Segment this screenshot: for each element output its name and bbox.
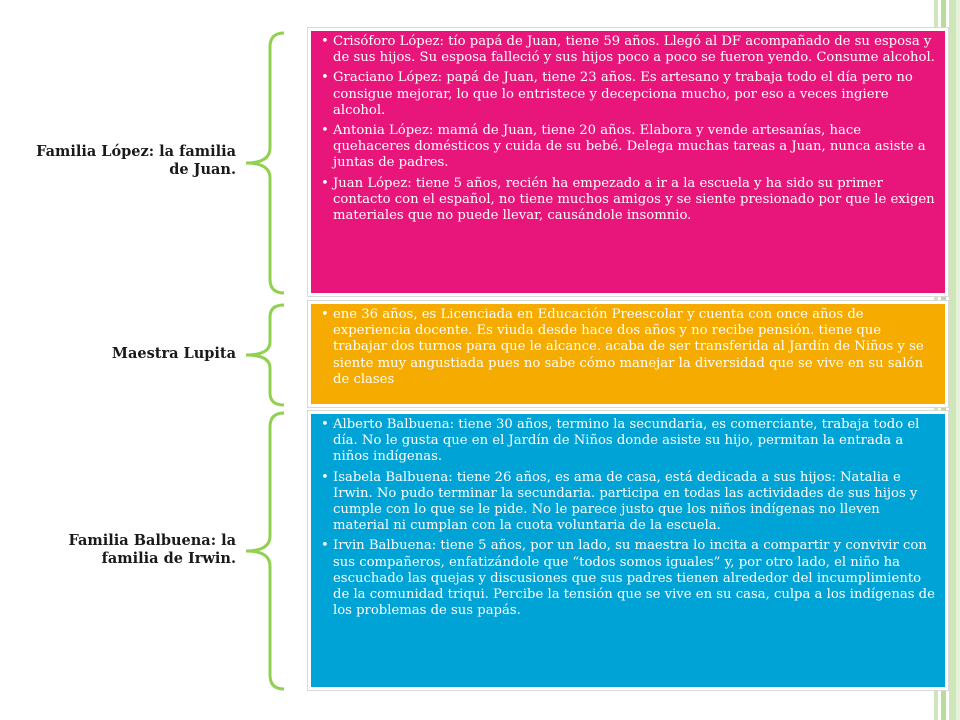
list-item: • Irvin Balbuena: tiene 5 años, por un lado, su maestra lo incita a compartir y convivir con sus compañeros, enfatizándole que “todos somos iguales” y, por otro lado, el niño ha escuchado las quejas y discusiones que sus padres tienen alrededor del incumplimiento de la comunidad triqui. Percibe la tensión que se vive en su casa, culpa a los indígenas de los problemas de sus papás.: [319, 538, 937, 619]
group-label-familia-balbuena: Familia Balbuena: la familia de Irwin.: [68, 532, 236, 567]
familia-balbuena-box: [308, 411, 948, 690]
familia-lopez-box: [308, 28, 948, 296]
list-item: • Juan López: tiene 5 años, recién ha empezado a ir a la escuela y ha sido su primer contacto con el español, no tiene muchos amigos y se siente presionado por que le exigen materiales que no puede llevar, causándole insomnio.: [319, 176, 937, 225]
list-item: • Crisóforo López: tío papá de Juan, tiene 59 años. Llegó al DF acompañado de su esposa y de sus hijos. Su esposa falleció y sus hijos poco a poco se fueron yendo. Consume alcohol.: [319, 34, 937, 66]
group-label-familia-lopez: Familia López: la familia de Juan.: [36, 143, 236, 178]
familia-balbuena-list: [319, 417, 937, 619]
list-item: • Antonia López: mamá de Juan, tiene 20 años. Elabora y vende artesanías, hace quehaceres domésticos y cuida de su bebé. Delega muchas tareas a Juan, nunca asiste a juntas de padres.: [319, 123, 937, 172]
list-item: • Alberto Balbuena: tiene 30 años, termino la secundaria, es comerciante, trabaja todo el día. No le gusta que en el Jardín de Niños donde asiste su hijo, permitan la entrada a niños indígenas.: [319, 417, 937, 466]
list-item: • ene 36 años, es Licenciada en Educación Preescolar y cuenta con once años de experiencia docente. Es viuda desde hace dos años y no recibe pensión. tiene que trabajar dos turnos para que le alcance. acaba de ser transferida al Jardín de Niños y se siente muy angustiada pues no sabe cómo manejar la diversidad que se vive en su salón de clases: [319, 307, 937, 388]
brace-familia-lopez: [240, 30, 298, 296]
list-item: • Graciano López: papá de Juan, tiene 23 años. Es artesano y trabaja todo el día pero no consigue mejorar, lo que lo entristece y decepciona mucho, por eso a veces ingiere alcohol.: [319, 70, 937, 119]
maestra-lupita-box: [308, 301, 948, 407]
group-label-maestra-lupita: Maestra Lupita: [111, 345, 236, 362]
brace-familia-balbuena: [240, 410, 298, 692]
brace-maestra-lupita: [240, 302, 298, 408]
maestra-lupita-list: [319, 307, 937, 388]
list-item: • Isabela Balbuena: tiene 26 años, es ama de casa, está dedicada a sus hijos: Natalia e Irwin. No pudo terminar la secundaria. participa en todas las actividades de sus hijos y cumple con lo que se le pide. No le parece justo que los niños indígenas no lleven material ni cumplan con la cuota voluntaria de la escuela.: [319, 470, 937, 535]
familia-lopez-list: [319, 34, 937, 224]
